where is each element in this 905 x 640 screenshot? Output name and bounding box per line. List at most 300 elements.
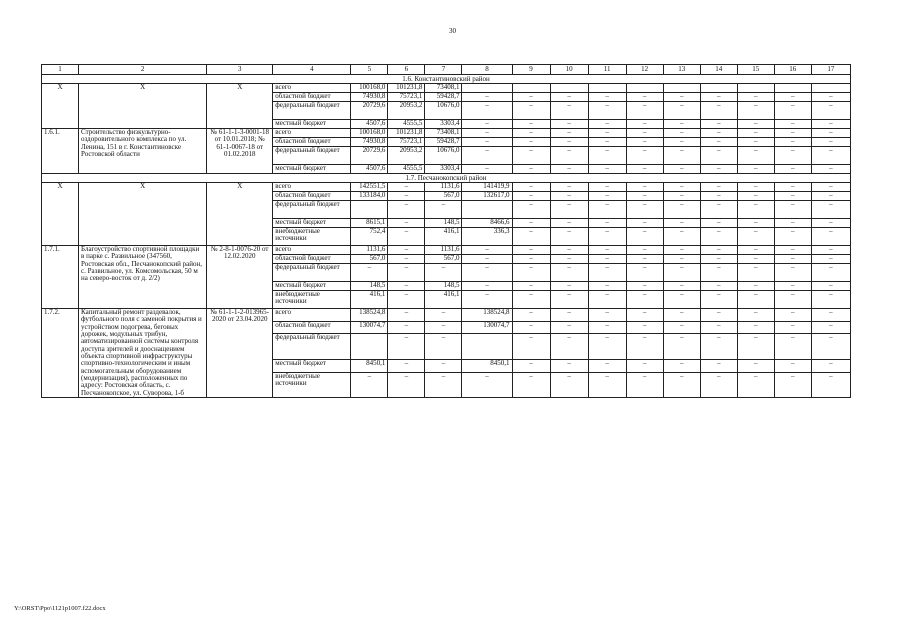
amount-cell: – [588, 246, 626, 255]
amount-cell: – [588, 264, 626, 282]
amount-cell: 142551,5 [351, 183, 388, 192]
amount-cell: – [550, 93, 588, 102]
amount-cell: – [512, 102, 550, 120]
amount-cell: – [626, 321, 663, 334]
amount-cell: – [462, 93, 512, 102]
funding-source-cell: федеральный бюджет [273, 334, 351, 359]
funding-source-cell: федеральный бюджет [273, 264, 351, 282]
amount-cell: – [588, 201, 626, 219]
amount-cell: 567,0 [351, 255, 388, 264]
amount-cell: – [512, 219, 550, 228]
amount-cell: 138524,8 [462, 309, 512, 322]
column-number: 3 [207, 65, 273, 75]
amount-cell: – [737, 93, 774, 102]
amount-cell: – [663, 282, 700, 291]
amount-cell: 75723,1 [388, 138, 425, 147]
amount-cell: – [774, 93, 811, 102]
amount-cell: – [626, 192, 663, 201]
document-cell: № 2-8-1-0076-20 от 12.02.2020 [207, 246, 273, 309]
amount-cell: – [700, 264, 737, 282]
amount-cell: – [550, 120, 588, 129]
funding-source-cell: областной бюджет [273, 321, 351, 334]
amount-cell [351, 334, 388, 359]
amount-cell: 336,3 [462, 228, 512, 246]
amount-cell: – [588, 291, 626, 309]
table-row [42, 246, 851, 255]
funding-source-cell: внебюджетные источники [273, 372, 351, 398]
file-path-footer: Y:\ORST\Ppo\1121p1007.f22.docx [14, 605, 106, 612]
amount-cell: – [737, 165, 774, 174]
amount-cell: – [811, 93, 850, 102]
column-number: 14 [700, 65, 737, 75]
amount-cell: – [626, 309, 663, 322]
amount-cell [351, 201, 388, 219]
amount-cell: – [774, 228, 811, 246]
amount-cell: – [588, 192, 626, 201]
amount-cell: – [811, 246, 850, 255]
amount-cell [588, 84, 626, 93]
funding-source-cell: областной бюджет [273, 93, 351, 102]
amount-cell: 130074,7 [351, 321, 388, 334]
amount-cell: – [425, 264, 462, 282]
item-number-cell: 1.7.1. [42, 246, 79, 309]
amount-cell: – [462, 120, 512, 129]
amount-cell: – [700, 321, 737, 334]
amount-cell: – [811, 138, 850, 147]
funding-source-cell: местный бюджет [273, 120, 351, 129]
funding-source-cell: всего [273, 84, 351, 93]
amount-cell: – [700, 291, 737, 309]
amount-cell: 20953,2 [388, 102, 425, 120]
amount-cell: – [700, 138, 737, 147]
amount-cell: – [462, 102, 512, 120]
amount-cell: – [811, 228, 850, 246]
amount-cell: 74930,8 [351, 138, 388, 147]
amount-cell: – [462, 291, 512, 309]
amount-cell: 4507,6 [351, 120, 388, 129]
amount-cell: – [737, 359, 774, 372]
amount-cell: – [626, 102, 663, 120]
amount-cell: – [737, 201, 774, 219]
column-number: 9 [512, 65, 550, 75]
amount-cell: – [774, 246, 811, 255]
amount-cell: – [774, 309, 811, 322]
amount-cell: – [550, 147, 588, 165]
column-number: 15 [737, 65, 774, 75]
amount-cell: – [737, 309, 774, 322]
amount-cell: – [811, 165, 850, 174]
object-name-cell: Благоустройство спортивной площадки в парке с. Развильное (347560, Ростовская обл., Песчанокопский район, с. Развильное, ул. Комсомольская, 50 м на северо-восток от д. 2/2) [79, 246, 207, 309]
amount-cell: – [737, 246, 774, 255]
amount-cell: – [462, 372, 512, 398]
amount-cell: 8450,1 [351, 359, 388, 372]
amount-cell: – [774, 321, 811, 334]
funding-source-cell: областной бюджет [273, 192, 351, 201]
funding-source-cell: всего [273, 183, 351, 192]
funding-source-cell: всего [273, 129, 351, 138]
amount-cell: – [774, 102, 811, 120]
amount-cell: – [626, 120, 663, 129]
amount-cell: – [700, 192, 737, 201]
amount-cell [462, 201, 512, 219]
amount-cell: – [811, 129, 850, 138]
item-number-cell: 1.6.1. [42, 129, 79, 174]
amount-cell: 752,4 [351, 228, 388, 246]
amount-cell: – [737, 282, 774, 291]
amount-cell: – [588, 282, 626, 291]
amount-cell: – [663, 129, 700, 138]
amount-cell: – [663, 102, 700, 120]
document-cell: X [207, 84, 273, 129]
amount-cell: – [550, 201, 588, 219]
funding-source-cell: федеральный бюджет [273, 201, 351, 219]
funding-source-cell: областной бюджет [273, 255, 351, 264]
amount-cell: – [700, 359, 737, 372]
amount-cell: – [737, 228, 774, 246]
amount-cell: – [774, 138, 811, 147]
amount-cell: – [626, 246, 663, 255]
amount-cell: – [663, 138, 700, 147]
amount-cell [811, 84, 850, 93]
amount-cell: – [462, 129, 512, 138]
amount-cell: 148,5 [425, 282, 462, 291]
amount-cell: – [550, 228, 588, 246]
amount-cell: – [663, 201, 700, 219]
amount-cell [550, 84, 588, 93]
amount-cell: 73408,1 [425, 84, 462, 93]
amount-cell: – [512, 120, 550, 129]
object-name-cell: X [79, 84, 207, 129]
amount-cell: – [737, 372, 774, 398]
amount-cell: 416,1 [425, 228, 462, 246]
amount-cell: – [550, 309, 588, 322]
amount-cell: – [663, 321, 700, 334]
amount-cell: – [700, 102, 737, 120]
amount-cell: – [388, 291, 425, 309]
amount-cell: – [588, 219, 626, 228]
amount-cell: 130074,7 [462, 321, 512, 334]
amount-cell: – [462, 255, 512, 264]
amount-cell: – [588, 255, 626, 264]
amount-cell: – [774, 165, 811, 174]
amount-cell: – [663, 359, 700, 372]
section-title: 1.7. Песчанокопский район [42, 174, 851, 183]
amount-cell: – [588, 147, 626, 165]
amount-cell: – [811, 321, 850, 334]
amount-cell: 8450,1 [462, 359, 512, 372]
amount-cell: – [663, 291, 700, 309]
amount-cell: – [388, 334, 425, 359]
amount-cell: – [550, 291, 588, 309]
amount-cell: – [737, 183, 774, 192]
amount-cell: – [388, 192, 425, 201]
amount-cell: – [550, 192, 588, 201]
amount-cell: 567,0 [425, 192, 462, 201]
amount-cell: – [462, 264, 512, 282]
object-name-cell: Капитальный ремонт раздевалок, футбольного поля с заменой покрытия и устройством подогрева, беговых дорожек, модульных трибун, автоматизированной системы контроля доступа зрителей и дооснащением объекта спортивной инфраструктуры спортивно-технологическим и иным вспомогательным оборудованием (модернизация), расположенных по адресу: Ростовская область, с. Песчанокопское, ул. Суворова, 1-б [79, 309, 207, 398]
amount-cell: – [774, 192, 811, 201]
amount-cell: 59428,7 [425, 138, 462, 147]
amount-cell: – [388, 264, 425, 282]
amount-cell: – [737, 264, 774, 282]
column-number: 6 [388, 65, 425, 75]
amount-cell: 10676,0 [425, 102, 462, 120]
amount-cell: 4507,6 [351, 165, 388, 174]
item-number-cell: X [42, 84, 79, 129]
amount-cell: – [700, 372, 737, 398]
amount-cell: – [388, 282, 425, 291]
amount-cell: – [550, 246, 588, 255]
amount-cell: – [774, 282, 811, 291]
table-row [42, 84, 851, 93]
amount-cell: – [663, 264, 700, 282]
amount-cell: – [550, 264, 588, 282]
amount-cell: – [550, 138, 588, 147]
amount-cell: – [626, 372, 663, 398]
amount-cell: 100168,0 [351, 129, 388, 138]
amount-cell: – [512, 334, 550, 359]
amount-cell: 133184,0 [351, 192, 388, 201]
amount-cell: – [737, 192, 774, 201]
amount-cell: – [588, 334, 626, 359]
amount-cell: – [388, 219, 425, 228]
amount-cell: – [737, 219, 774, 228]
amount-cell: – [550, 129, 588, 138]
amount-cell: – [512, 321, 550, 334]
amount-cell: – [550, 321, 588, 334]
funding-source-cell: местный бюджет [273, 282, 351, 291]
amount-cell: – [626, 255, 663, 264]
amount-cell: 1131,6 [425, 183, 462, 192]
amount-cell: – [388, 321, 425, 334]
amount-cell: – [737, 102, 774, 120]
amount-cell: – [462, 138, 512, 147]
amount-cell: – [700, 120, 737, 129]
amount-cell: – [700, 129, 737, 138]
amount-cell: – [700, 147, 737, 165]
amount-cell: – [550, 255, 588, 264]
amount-cell: – [774, 255, 811, 264]
amount-cell: – [811, 264, 850, 282]
amount-cell: – [550, 359, 588, 372]
document-cell: X [207, 183, 273, 246]
amount-cell: – [512, 291, 550, 309]
amount-cell: – [700, 165, 737, 174]
amount-cell: – [512, 129, 550, 138]
amount-cell: – [774, 120, 811, 129]
amount-cell: 1131,6 [425, 246, 462, 255]
funding-source-cell: местный бюджет [273, 165, 351, 174]
amount-cell: – [550, 165, 588, 174]
amount-cell: 100168,0 [351, 84, 388, 93]
amount-cell: – [550, 102, 588, 120]
column-number: 11 [588, 65, 626, 75]
amount-cell: – [663, 372, 700, 398]
amount-cell: 141419,9 [462, 183, 512, 192]
amount-cell: 73408,1 [425, 129, 462, 138]
table-row [42, 129, 851, 138]
amount-cell: – [774, 359, 811, 372]
amount-cell: – [588, 93, 626, 102]
amount-cell: – [774, 219, 811, 228]
amount-cell: 4555,5 [388, 120, 425, 129]
amount-cell: – [388, 255, 425, 264]
amount-cell: – [588, 129, 626, 138]
amount-cell: 3303,4 [425, 165, 462, 174]
amount-cell: – [737, 138, 774, 147]
amount-cell: – [462, 246, 512, 255]
amount-cell: – [663, 228, 700, 246]
amount-cell: – [663, 192, 700, 201]
amount-cell: – [774, 183, 811, 192]
amount-cell: 8615,1 [351, 219, 388, 228]
column-number-row [42, 65, 851, 75]
amount-cell: – [512, 246, 550, 255]
amount-cell: – [588, 165, 626, 174]
amount-cell: – [663, 93, 700, 102]
amount-cell: – [700, 282, 737, 291]
amount-cell: – [811, 291, 850, 309]
amount-cell: – [700, 183, 737, 192]
funding-source-cell: всего [273, 309, 351, 322]
funding-source-cell: федеральный бюджет [273, 147, 351, 165]
amount-cell: – [700, 228, 737, 246]
amount-cell: – [774, 372, 811, 398]
amount-cell: – [626, 219, 663, 228]
amount-cell: – [663, 120, 700, 129]
section-title: 1.6. Константиновский район [42, 75, 851, 84]
column-number: 4 [273, 65, 351, 75]
amount-cell: – [811, 183, 850, 192]
amount-cell: – [626, 147, 663, 165]
amount-cell [512, 84, 550, 93]
amount-cell: – [626, 228, 663, 246]
funding-source-cell: внебюджетные источники [273, 291, 351, 309]
amount-cell: – [588, 102, 626, 120]
funding-source-cell: местный бюджет [273, 359, 351, 372]
amount-cell: 59428,7 [425, 93, 462, 102]
amount-cell: – [351, 264, 388, 282]
amount-cell: – [737, 129, 774, 138]
section-row [42, 75, 851, 84]
amount-cell: – [512, 264, 550, 282]
amount-cell: – [811, 147, 850, 165]
amount-cell: – [737, 255, 774, 264]
amount-cell: – [512, 255, 550, 264]
amount-cell: – [588, 228, 626, 246]
amount-cell: – [512, 359, 550, 372]
amount-cell: – [700, 219, 737, 228]
amount-cell: – [774, 147, 811, 165]
amount-cell: – [663, 255, 700, 264]
funding-table [41, 64, 851, 398]
amount-cell: 75723,1 [388, 93, 425, 102]
amount-cell: – [811, 359, 850, 372]
amount-cell: – [425, 201, 462, 219]
amount-cell: – [550, 372, 588, 398]
amount-cell: 10676,0 [425, 147, 462, 165]
amount-cell: 1131,6 [351, 246, 388, 255]
amount-cell: – [550, 219, 588, 228]
amount-cell: – [811, 334, 850, 359]
amount-cell: – [626, 165, 663, 174]
amount-cell: – [774, 334, 811, 359]
amount-cell [462, 84, 512, 93]
amount-cell: – [588, 138, 626, 147]
amount-cell [663, 84, 700, 93]
amount-cell: – [626, 201, 663, 219]
funding-source-cell: областной бюджет [273, 138, 351, 147]
amount-cell: – [626, 264, 663, 282]
amount-cell: – [512, 372, 550, 398]
funding-source-cell: внебюджетные источники [273, 228, 351, 246]
amount-cell: – [811, 120, 850, 129]
column-number: 2 [79, 65, 207, 75]
amount-cell: – [737, 321, 774, 334]
page-number: 30 [449, 27, 456, 35]
column-number: 5 [351, 65, 388, 75]
amount-cell: – [700, 201, 737, 219]
table-row [42, 309, 851, 322]
amount-cell: – [626, 282, 663, 291]
amount-cell: – [588, 321, 626, 334]
amount-cell: – [663, 183, 700, 192]
amount-cell: – [512, 165, 550, 174]
amount-cell: 20953,2 [388, 147, 425, 165]
amount-cell: 4555,5 [388, 165, 425, 174]
amount-cell: 416,1 [425, 291, 462, 309]
amount-cell: 101231,8 [388, 84, 425, 93]
funding-source-cell: федеральный бюджет [273, 102, 351, 120]
amount-cell: – [700, 246, 737, 255]
amount-cell: – [462, 282, 512, 291]
amount-cell: 148,5 [351, 282, 388, 291]
amount-cell: – [626, 183, 663, 192]
amount-cell: – [774, 201, 811, 219]
amount-cell: – [512, 192, 550, 201]
column-number: 17 [811, 65, 850, 75]
amount-cell: – [512, 309, 550, 322]
amount-cell: – [550, 282, 588, 291]
amount-cell: – [388, 183, 425, 192]
amount-cell: – [626, 93, 663, 102]
amount-cell: – [663, 334, 700, 359]
amount-cell: – [700, 255, 737, 264]
amount-cell: – [811, 192, 850, 201]
object-name-cell: X [79, 183, 207, 246]
amount-cell: – [811, 219, 850, 228]
amount-cell: – [737, 334, 774, 359]
amount-cell: – [700, 93, 737, 102]
item-number-cell: 1.7.2. [42, 309, 79, 398]
funding-source-cell: местный бюджет [273, 219, 351, 228]
amount-cell: 74930,8 [351, 93, 388, 102]
amount-cell: – [663, 219, 700, 228]
amount-cell: – [626, 138, 663, 147]
amount-cell: – [774, 129, 811, 138]
document-cell: № 61-1-1-2-013965-2020 от 23.04.2020 [207, 309, 273, 398]
funding-source-cell: всего [273, 246, 351, 255]
amount-cell: – [462, 147, 512, 165]
amount-cell: 138524,8 [351, 309, 388, 322]
column-number: 7 [425, 65, 462, 75]
amount-cell: – [550, 183, 588, 192]
item-number-cell: X [42, 183, 79, 246]
amount-cell: – [512, 228, 550, 246]
amount-cell: – [512, 282, 550, 291]
amount-cell: 20729,6 [351, 147, 388, 165]
amount-cell: – [388, 228, 425, 246]
